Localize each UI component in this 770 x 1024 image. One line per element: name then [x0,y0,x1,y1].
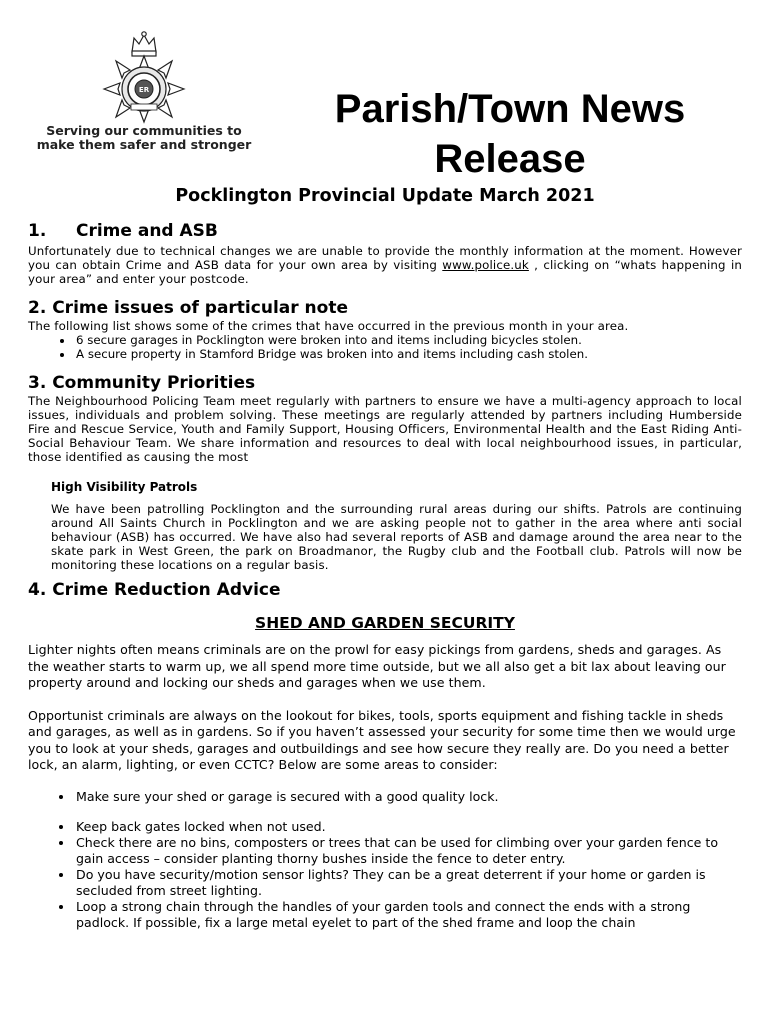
police-uk-link[interactable]: www.police.uk [442,258,529,272]
list-item: • 6 secure garages in Pocklington were broken into and items including bicycles stolen. [74,333,742,347]
section-1-title: Crime and ASB [76,221,218,241]
section-4-heading: 4. Crime Reduction Advice [28,580,281,600]
list-item: • Make sure your shed or garage is secured with a good quality lock. [74,789,742,805]
document-body [28,220,742,931]
high-visibility-patrols [28,480,742,572]
shed-garden-security-title: SHED AND GARDEN SECURITY [255,614,515,632]
shed-paragraph-1: Lighter nights often means criminals are on the prowl for easy pickings from gardens, sheds and garages. As the weather starts to warm up, we all spend more time outside, but we all also get a bit lax about leaving our property around and locking our sheds and garages when we use them. [28,642,726,690]
tagline [30,124,258,152]
list-item: • Loop a strong chain through the handles of your garden tools and connect the ends with a strong padlock. If possible, fix a large metal eyelet to part of the shed frame and loop the chain [74,899,742,931]
section-3-heading: 3. Community Priorities [28,373,256,393]
list-item: • A secure property in Stamford Bridge was broken into and items including cash stolen. [74,347,742,361]
page-subtitle: Pocklington Provincial Update March 2021 [175,186,595,206]
section-3-text: The Neighbourhood Policing Team meet regularly with partners to ensure we have a multi-agency approach to local issues, individuals and problem solving. These meetings are regularly attended by partners including Humberside Fire and Rescue Service, Youth and Family Support, Housing Officers, Environmental Health and the East Riding Anti-Social Behaviour Team. We share information and resources to deal with local neighbourhood issues, in particular, those identified as causing the most [28,394,742,464]
section-2-heading: 2. Crime issues of particular note [28,298,348,318]
section-1-text-b: , clicking on “whats happening in your area” and enter your postcode. [28,258,742,286]
police-crest-logo [98,30,190,126]
shed-paragraph-2: Opportunist criminals are always on the lookout for bikes, tools, sports equipment and fishing tackle in sheds and garages, as well as in gardens. So if you haven’t assessed your security for some time then we would urge you to look at your sheds, garages and outbuildings and see how secure they really are. Do you need a better lock, an alarm, lighting, or even CCTC? Below are some areas to consider: [28,707,736,772]
section-1-number: 1. [28,221,47,241]
shed-advice-list [28,819,742,931]
page-title-line-1: Parish/Town News [334,87,686,131]
list-item: • Keep back gates locked when not used. [74,819,742,835]
shed-advice-first [28,789,742,805]
high-visibility-patrols-heading: High Visibility Patrols [51,480,198,494]
page-title [290,84,730,184]
svg-text:ER: ER [138,86,150,94]
section-2-list [28,333,742,361]
high-visibility-patrols-text: We have been patrolling Pocklington and the surrounding rural areas during our shifts. Patrols are continuing around All Saints Church in Pocklington and we are asking people not to gather in the area where anti social behaviour (ASB) has occurred. We have also had several reports of ASB and damage around the area near to the skate park in West Green, the park on Broadmanor, the Rugby club and the Football club. Patrols will now be monitoring these locations on a regular basis. [51,502,742,572]
tagline-line-1: Serving our communities to [46,123,242,138]
section-1-text-a: Unfortunately due to technical changes we are unable to provide the monthly information at the moment. However you can obtain Crime and ASB data for your own area by visiting [28,244,742,272]
list-item: • Check there are no bins, composters or trees that can be used for climbing over your garden fence to gain access – consider planting thorny bushes inside the fence to deter entry. [74,835,742,867]
section-1-heading [28,220,742,242]
page-title-line-2: Release [434,137,586,181]
list-item: • Do you have security/motion sensor lights? They can be a great deterrent if your home or garden is secluded from street lighting. [74,867,742,899]
section-1-text [28,244,742,286]
tagline-line-2: make them safer and stronger [36,137,252,152]
section-2-intro: The following list shows some of the crimes that have occurred in the previous month in your area. [28,319,629,333]
